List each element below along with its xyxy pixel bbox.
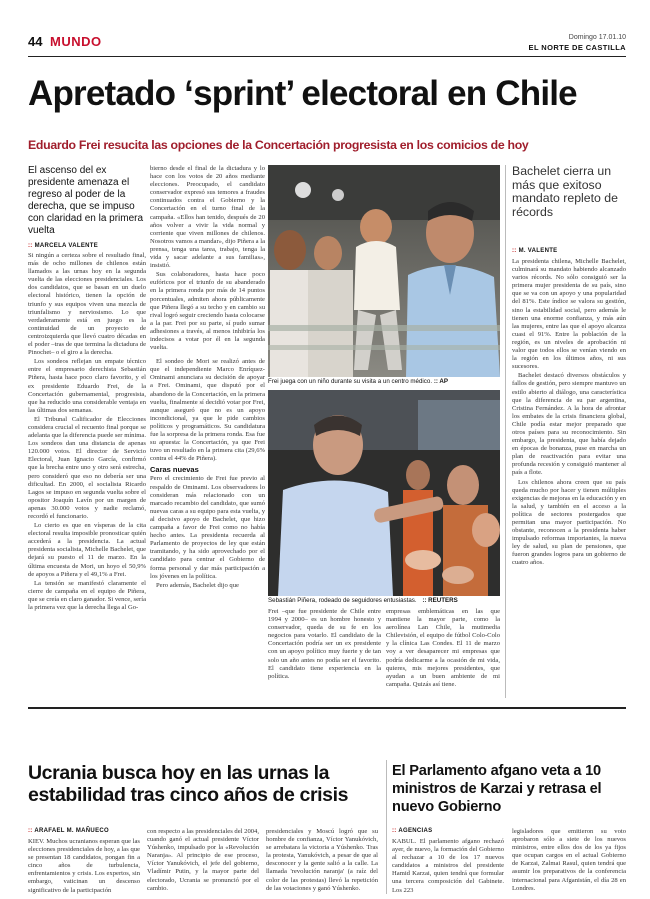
photo-frei-illustration <box>268 165 500 377</box>
paragraph: Sus colaboradores, hasta hace poco eufóricos por el triunfo de su abanderado en la primera ronda por más de 14 puntos porcentuales, admiten ahora públicamente que Piñera llegó a su techo y en cambio su rival logró seguir creciendo hasta colocarse a la par. Frei por su parte, sí pudo sumar adhesiones a través, al menos inhibiría los indecisos a votar por él en la segunda vuelta. <box>150 271 265 352</box>
stories-divider <box>386 760 387 894</box>
bottom-section-rule <box>28 707 626 709</box>
photo-pinera-illustration <box>268 390 500 596</box>
paragraph: La tensión se manifestó claramente el cierre de campaña en el equipo de Piñera, que se creía en claro ganador. Si vence, sería la primera vez que la derecha llega al Go- <box>28 579 146 612</box>
paragraph: La presidenta chilena, Michelle Bachelet, culminará su mandato habiendo alcanzado varios récords. No sólo consiguió ser la primera mujer presidenta de su país, sino que se va con un apoyo y una popularidad del 81%. Este índice se valora su gestión, sino la estabilidad social, pero además le tienen una enorme confianza, y más aún las mujeres, entre las que el apoyo alcanza cuasi el 91%. Entre la población de la región, es un niveles de aprobación ni valor que todos ellos se venían viendo en la región en los últimos años, ni sus sucesores. <box>512 258 626 371</box>
main-headline: Apretado ‘sprint’ electoral en Chile <box>28 74 577 113</box>
paragraph: Bachelet destacó diversos obstáculos y fallos de gestión, pero siempre mantuvo un estilo abierto al diálogo, una característica que la diferencia de su par argentina, Cristina Fernández. A la hora de afrontar los embates de la crisis financiera global, Chile podía estar mejor preparado que otros países para su reconocimiento. Sin embargo, la presidenta, que había dejado en épocas de bonanza, puse en marcha un plan de reactivación para evitar una profunda recesión y consiguió mantener al país a flote. <box>512 372 626 477</box>
main-body-col1 <box>28 252 146 698</box>
paragraph: El Tribunal Calificador de Elecciones considera crucial el recuento final porque se adelanta que la diferencia puede ser mínima. Los sondeos dan una distancia de apenas 120.000 votos. El director de Servicio Electoral, Juan Ignacio García, confirmó que la brecha entre uno y otro será estrecha, pero consideró que eso no debería ser una dificultad. En 2000, el socialista Ricardo Lagos se impuso en segunda vuelta sobre el opositor Joaquín Lavín por un margen de apenas 30.000 votos y nadie reclamó, recordó el funcionario. <box>28 415 146 520</box>
sidebar-divider <box>505 165 506 698</box>
ukraine-col2: con respecto a las presidenciales del 2004, cuando ganó el actual presidente Víctor Yúshenko, impulsado por la «Revolución Naranja». Al principio de ese proceso, Víctor Yanukóvich, el jefe del gobierno, Vladímir Putin, y la mayor parte del electorado, Ucrania se pronunció por el cambio. <box>147 828 259 892</box>
main-body-col2 <box>150 165 265 698</box>
afghanistan-byline: :: AGENCIAS <box>392 828 432 834</box>
main-body-col3 <box>268 608 381 698</box>
main-byline: :: MARCELA VALENTE <box>28 243 98 249</box>
intro-text: El ascenso del ex presidente amenaza el regreso al poder de la derecha, que se impuso con claridad en la primera vuelta <box>28 165 144 236</box>
paragraph: Pero el crecimiento de Frei fue previo al respaldo de Ominami. Los observadores lo consideran más relacionado con un marcado recambio del candidato, que sumó nuevas caras a su equipo para esta vuelta, y al decisivo apoyo de Bachelet, que hizo campaña a favor de Frei como no había hecho antes. La presidenta recuerda al Parlamento de proyectos de ley que están tramitando, y ha sido aprovechado por el candidato para centrar el Gobierno de forma personal y dar más participación a los jóvenes en la política. <box>150 475 265 580</box>
afghanistan-col2: legisladores que emitieron su voto aprobaron sólo a siete de los nuevos ministros, entre ellos dos de los ya fijos que ocupan cargos en el actual Gobierno de Karzai, Zalmai Rasul, quien tendrá que asumir los preparativos de la conferencia internacional para Afganistán, el día 28 en Londres. <box>512 828 626 892</box>
ukraine-col3: presidenciales y Moscú logró que su hombre de confianza, Víctor Yanukóvich, se arrebatara la victoria a Yúshenko. Tras la protesta, Yanukóvich, a pesar de que al desconocer y la gente salió a la calle. La llamada 'revolución naranja' (a raíz del color de las protestas) llevó la repetición de las votaciones y ganó Yúshenko. <box>266 828 378 892</box>
paragraph: Lo cierto es que en vísperas de la cita electoral resulta imposible pronosticar quién accederá a la presidencia. La actual presidenta socialista, Michelle Bachelet, que dejará su puesto el 11 de marzo. En la última encuesta de Mori, un hoyo el 50,9% de apoyos a Piñera y el 49,1% a Frei. <box>28 522 146 578</box>
paragraph: Frei –que fue presidente de Chile entre 1994 y 2000– es un hombre honesto y conservador, queda de su fe en los negocios para votarlo. El candidato de la Concertación podría ser un ex presidente con un apoyo político muy fuerte y de tan solo un año antes no podía ser el favorito. El candidato tiene experiencia en la política. <box>268 608 381 680</box>
paragraph: Pero además, Bachelet dijo que <box>156 581 239 589</box>
newspaper-name: EL NORTE DE CASTILLA <box>528 43 626 52</box>
sidebar-headline: Bachelet cierra un más que exitoso mandato repleto de récords <box>512 164 618 219</box>
paragraph: empresas emblemáticas en las que mantiene la mayor parte, como la aerolínea Lan Chile, la mutimedia Chilevisión, el equipo de fútbol Colo-Colo y la clínica Las Condes. El 11 de marzo voy a ver desaparecer mi empresas que podría dedicarme a la ocasión de mi vida, quieres, mis mejores presidentes, que ayudan a un buen ambiente de mi campaña. Quizás así tiene. <box>386 608 500 688</box>
paragraph: Los chilenos ahora creen que su país queda mucho por hacer y tienen múltiples exigencias de mejoras en la educación y en la salud, y también en el acceso a la política de sectores postergados que permitan una mayor participación. No obstante, reconocen a la presidenta haber impulsado reformas importantes, la nueva ley de salud, su plan de pensiones, que fueron grandes logros para un gobierno de cuatro años. <box>512 478 626 567</box>
paragraph: Si ningún a certeza sobre el resultado final, más de ocho millones de chilenos están llamados a las urnas hoy en la segunda vuelta de las elecciones presidenciales. Los dos candidatos, que se basan en un duelo electoral histórico, tienen la opción de triunfo y sus equipos viven una mezcla de triunfalismo y nerviosismo. Lo que verdaderamente está en juego es la continuidad de un proyecto de centroizquierda que llevó cuatro décadas en el poder –tras de que termina la dictadura de Pinochet– o el giro a la derecha. <box>28 252 146 357</box>
photo2-caption <box>268 597 500 604</box>
header-rule <box>28 56 626 57</box>
page-number: 44 <box>28 34 43 49</box>
photo2-credit: :: REUTERS <box>422 597 458 604</box>
main-subheadline: Eduardo Frei resucita las opciones de la Concertación progresista en los comicios de hoy <box>28 138 529 152</box>
subhead-kicker: Caras nuevas <box>150 465 199 475</box>
paragraph: El sondeo de Mori se realizó antes de que el independiente Marco Enríquez-Ominami anunciara su decisión de apoyar a Frei. Ominami, que disputó por el abandono de la Concertación, en la primera vuelta, finalmente sí decidió votar por Frei, aunque aseguró que no es un apoyo incondicional, ya que le pide cambios políticos y programáticos. Su candidatura fue la sorpresa de la primera ronda. Esa fue su apuesta: la Concertación, ya que Frei tuvo un resultado en la primera cita (29,6% contra el 44% de Piñera). <box>150 358 265 463</box>
sidebar-byline: :: M. VALENTE <box>512 248 557 254</box>
photo-frei-with-child <box>268 165 500 377</box>
paragraph: bierno desde el final de la dictadura y lo hace con los votos de 20 años mediante elecciones. Preocupado, el candidato conservador expresó sus temores a fraudes continuados contra el Gobierno y la Concertación en el turno final de la campaña. «Ellos han tenido, después de 20 años volver a vivir la vida normal y corriente que viven millones de chilenos. Nosotros vamos a mandar», dijo Piñera a la prensa, tenga una tarea, trabajo, tenga la vida y sacar adelante a sus familias», insistió. <box>150 165 265 270</box>
photo2-caption-text: Sebastián Piñera, rodeado de seguidores entusiastas. <box>268 597 417 604</box>
sidebar-body <box>512 258 626 698</box>
photo1-caption <box>268 378 500 385</box>
main-body-col4 <box>386 608 500 698</box>
page-header <box>28 34 626 56</box>
photo-pinera-supporters <box>268 390 500 596</box>
afghanistan-headline: El Parlamento afgano veta a 10 ministros de Karzai y retrasa el nuevo Gobierno <box>392 763 602 815</box>
ukraine-col1: KIEV. Muchos ucranianos esperan que las elecciones presidenciales de hoy, a las que se presentan 18 candidatos, pongan fin a cinco años de turbulencia, enfrentamientos y crisis. Los expertos, sin embargo, vaticinan un descenso significativo de la participación <box>28 838 140 894</box>
paragraph: Los sondeos reflejan un empate técnico entre el empresario derechista Sebastián Piñera, hasta hace poco claro favorito, y el ex presidente Eduardo Frei, de la Concertación gubernamental, progresista, que ha reducido una considerable ventaja en las últimas dos semanas. <box>28 358 146 414</box>
issue-date: Domingo 17.01.10 <box>568 34 626 41</box>
photo1-caption-text: Frei juega con un niño durante su visita a un centro médico. <box>268 378 433 385</box>
ukraine-headline: Ucrania busca hoy en las urnas la estabilidad tras cinco años de crisis <box>28 762 349 806</box>
ukraine-byline: :: ARAFAEL M. MAÑUECO <box>28 828 109 834</box>
photo1-credit: :: AP <box>433 378 449 385</box>
afghanistan-col1: KABUL. El parlamento afgano rechazó ayer, de nuevo, la formación del Gobierno al rechazar a 10 de los 17 nuevos candidatos a ministros del presidente Hamid Karzai, quien tendrá que formular una tercera composición del Gabinete. Los 223 <box>392 838 504 894</box>
section-label: MUNDO <box>50 34 102 49</box>
